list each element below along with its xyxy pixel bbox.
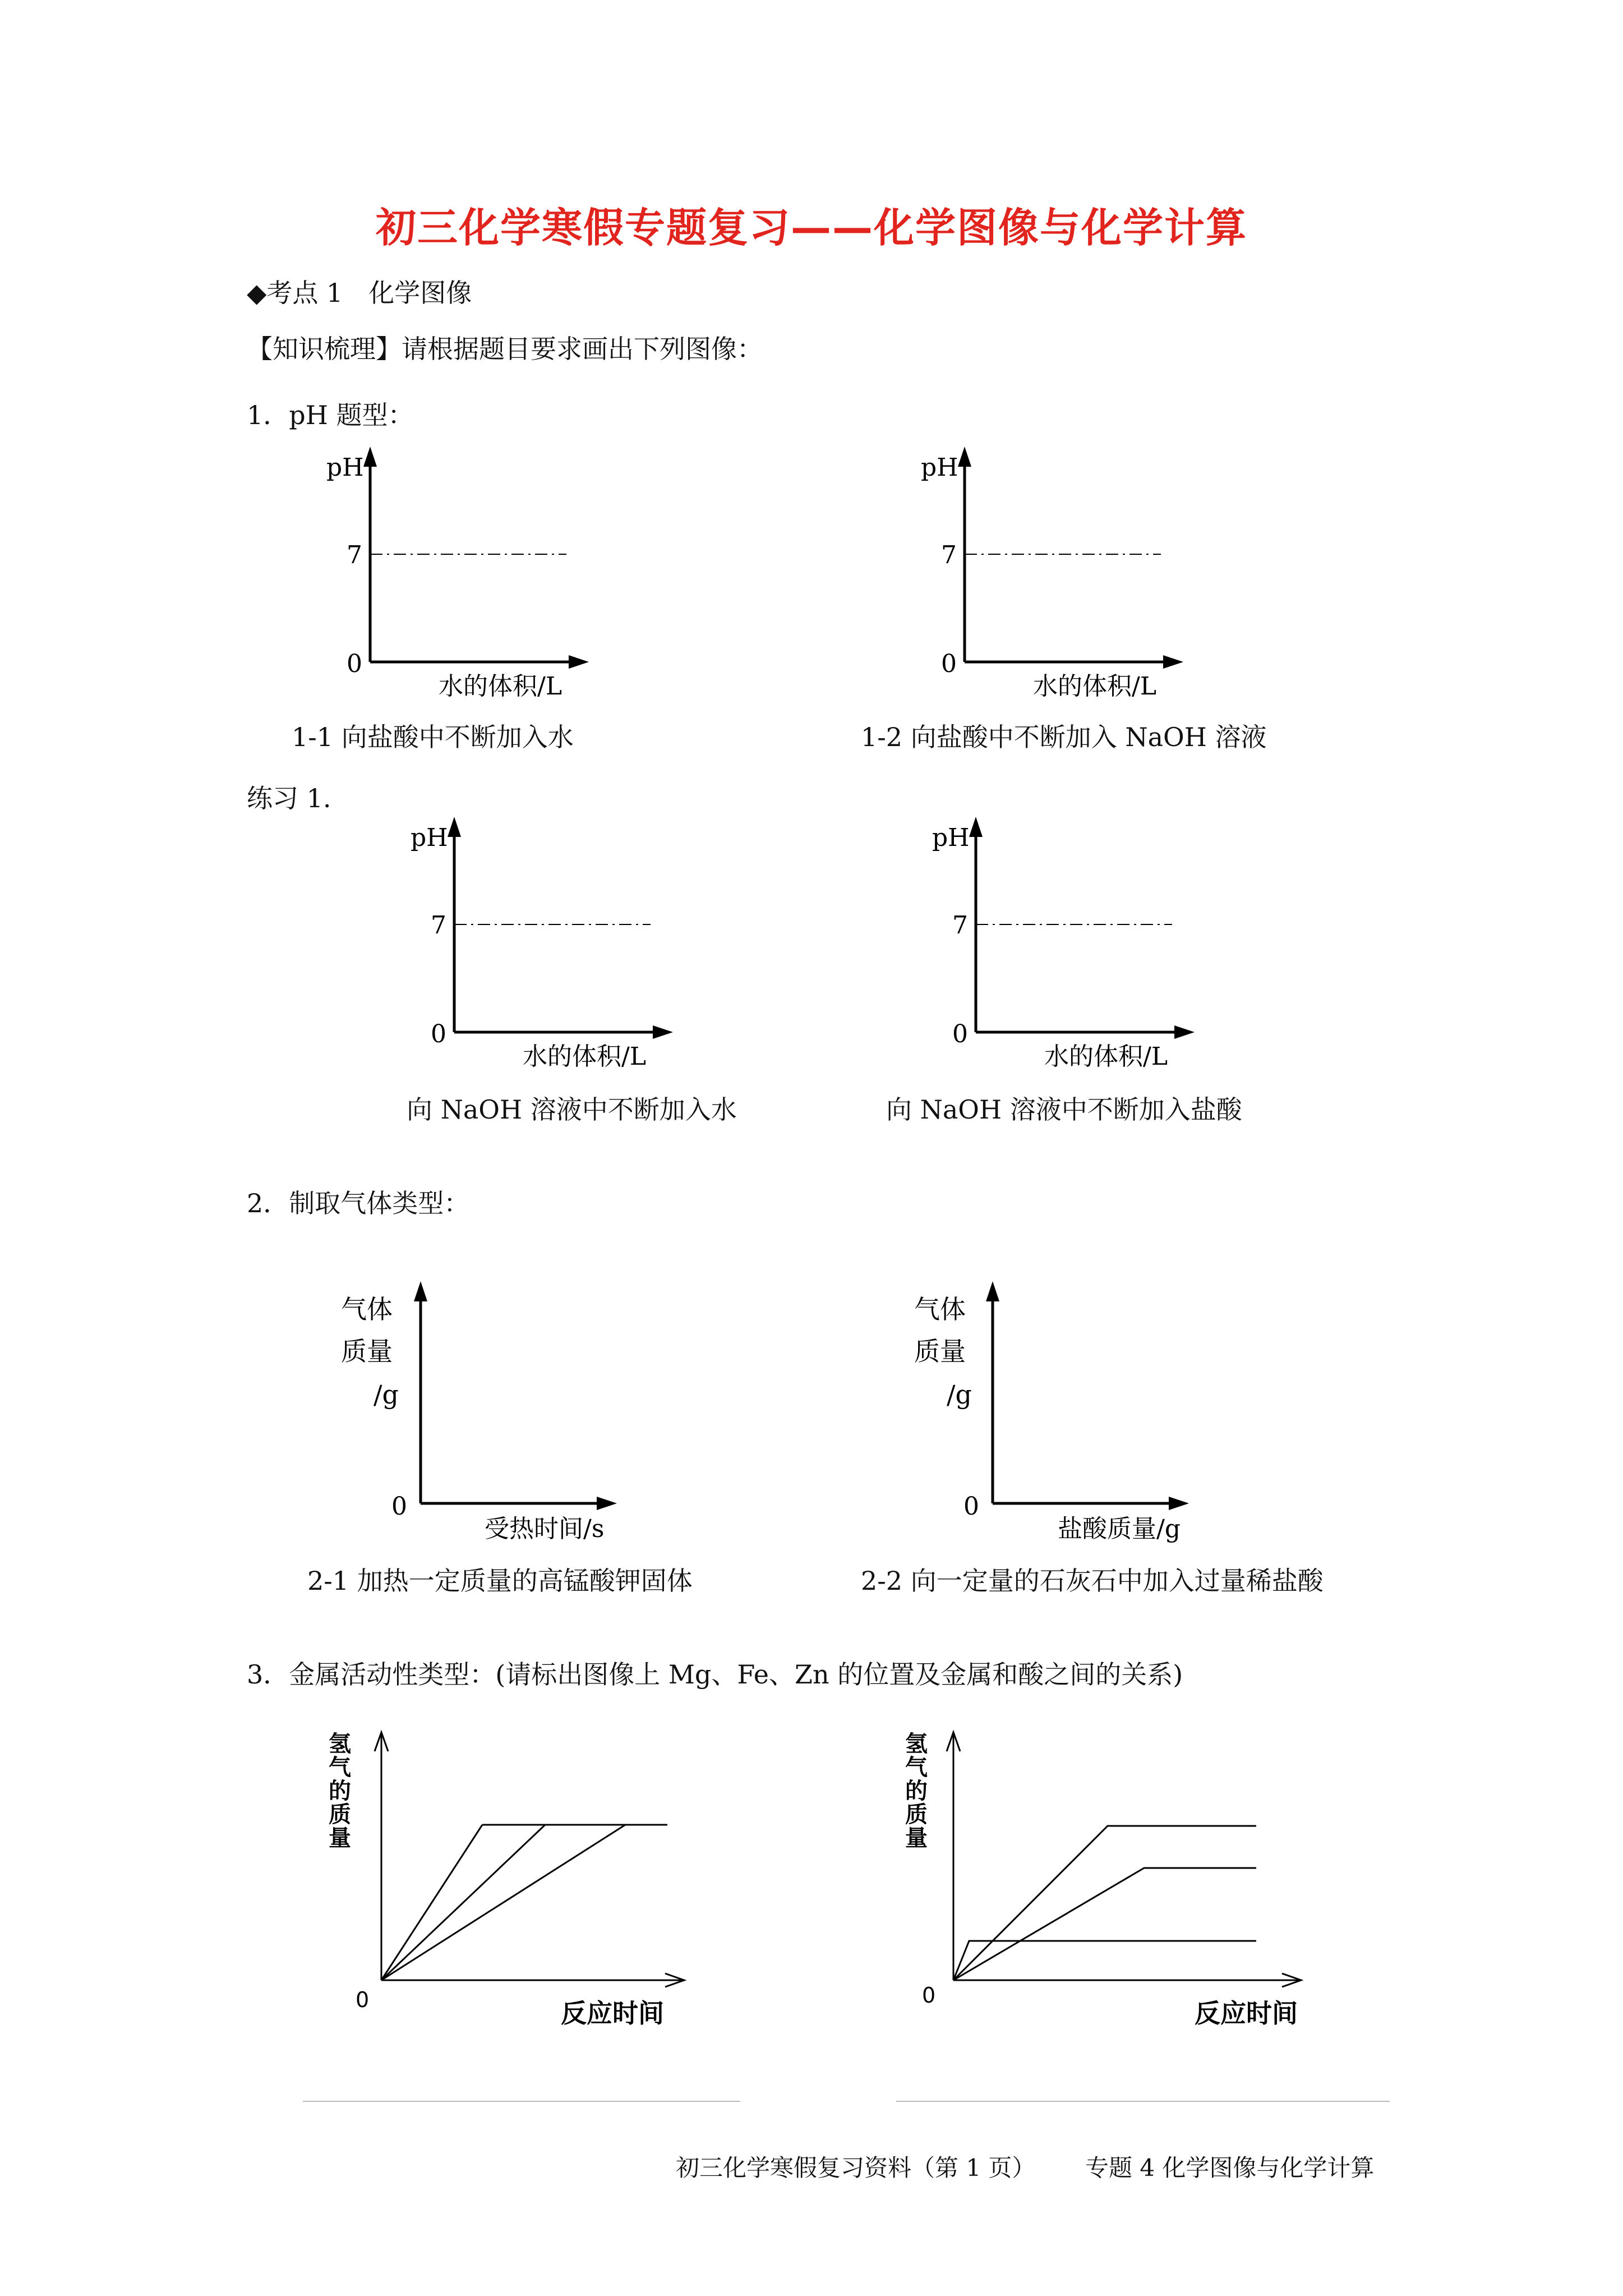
ph-practice-2-7: 7 <box>952 911 968 940</box>
gas-graph-2-1-ylabel-2: 质量 <box>341 1336 393 1366</box>
metal-graph-2-ylabel-1: 氢 <box>905 1731 928 1757</box>
metal-graph-1-line-3 <box>381 1825 625 1980</box>
metal-graph-1 <box>314 1711 707 2047</box>
gas-graph-2-1-origin: 0 <box>391 1492 407 1521</box>
ph-practice-2-ylabel: pH <box>932 823 970 852</box>
section-1-heading: 1．pH 题型： <box>247 400 414 430</box>
gas-caption-2-2: 2-2 向一定量的石灰石中加入过量稀盐酸 <box>861 1566 1324 1596</box>
metal-graph-2-line-1 <box>953 1826 1256 1980</box>
gas-graph-2-1-ylabel-3: /g <box>374 1379 399 1410</box>
ph-practice-1-7: 7 <box>431 911 446 940</box>
ph-practice-2-origin: 0 <box>952 1020 968 1048</box>
answer-line-1[interactable] <box>303 2101 740 2102</box>
gas-graph-2-2-ylabel-1: 气体 <box>914 1294 966 1324</box>
metal-graph-2 <box>897 1711 1298 2047</box>
metal-graph-1-ylabel-5: 量 <box>329 1825 351 1851</box>
metal-graph-2-ylabel-4: 质 <box>905 1802 928 1828</box>
metal-graph-1-line-1 <box>381 1825 482 1980</box>
knowledge-intro: 【知识梳理】请根据题目要求画出下列图像： <box>247 334 763 364</box>
ph-practice-1-origin: 0 <box>431 1020 446 1048</box>
ph-graph-1-2-ylabel: pH <box>921 453 958 482</box>
gas-graph-2-1 <box>336 1273 628 1554</box>
ph-practice-1-ylabel: pH <box>411 823 448 852</box>
gas-graph-2-1-xlabel: 受热时间/s <box>485 1515 605 1543</box>
metal-graph-2-line-2 <box>953 1868 1256 1980</box>
metal-graph-1-ylabel-2: 气 <box>329 1755 351 1780</box>
gas-graph-2-2 <box>909 1273 1200 1554</box>
metal-graph-1-ylabel-1: 氢 <box>329 1731 351 1757</box>
metal-graph-1-ylabel-3: 的 <box>329 1778 351 1804</box>
ph-graph-1-1 <box>314 443 606 712</box>
metal-graph-2-line-3 <box>953 1941 1256 1980</box>
gas-caption-2-1: 2-1 加热一定质量的高锰酸钾固体 <box>307 1566 693 1596</box>
ph-practice-1-xlabel: 水的体积/L <box>523 1042 647 1071</box>
ph-graph-1-2-origin: 0 <box>941 650 957 678</box>
metal-graph-2-xlabel: 反应时间 <box>1195 1998 1298 2028</box>
practice-heading: 练习 1. <box>247 783 331 813</box>
metal-graph-1-line-2 <box>381 1825 545 1980</box>
ph-caption-1-1: 1-1 向盐酸中不断加入水 <box>292 722 574 752</box>
section-2-heading: 2．制取气体类型： <box>247 1188 470 1218</box>
section-3-heading: 3．金属活动性类型：(请标出图像上 Mg、Fe、Zn 的位置及金属和酸之间的关系) <box>247 1659 1183 1690</box>
kaodian-heading: ◆考点 1 化学图像 <box>247 278 472 308</box>
ph-practice-graph-2 <box>920 813 1211 1083</box>
ph-graph-1-2 <box>909 443 1200 712</box>
ph-practice-caption-1: 向 NaOH 溶液中不断加入水 <box>407 1094 737 1125</box>
ph-graph-1-1-7: 7 <box>347 541 362 569</box>
ph-caption-1-2: 1-2 向盐酸中不断加入 NaOH 溶液 <box>861 722 1267 752</box>
metal-graph-2-ylabel-3: 的 <box>905 1778 928 1804</box>
gas-graph-2-2-origin: 0 <box>963 1492 979 1521</box>
ph-graph-1-2-xlabel: 水的体积/L <box>1033 672 1157 701</box>
ph-graph-1-1-ylabel: pH <box>326 453 364 482</box>
ph-practice-2-xlabel: 水的体积/L <box>1044 1042 1168 1071</box>
metal-graph-1-xlabel: 反应时间 <box>561 1998 664 2028</box>
answer-line-2[interactable] <box>896 2101 1390 2102</box>
ph-graph-1-1-origin: 0 <box>347 650 362 678</box>
page-title: 初三化学寒假专题复习——化学图像与化学计算 <box>375 204 1247 251</box>
ph-graph-1-1-xlabel: 水的体积/L <box>439 672 562 701</box>
ph-practice-caption-2: 向 NaOH 溶液中不断加入盐酸 <box>886 1094 1242 1125</box>
gas-graph-2-1-ylabel-1: 气体 <box>341 1294 393 1324</box>
footer-right: 专题 4 化学图像与化学计算 <box>1085 2154 1375 2182</box>
metal-graph-2-ylabel-5: 量 <box>905 1825 928 1851</box>
metal-graph-2-ylabel-2: 气 <box>905 1755 928 1780</box>
metal-graph-2-origin: 0 <box>922 1983 936 2008</box>
gas-graph-2-2-ylabel-3: /g <box>947 1379 972 1410</box>
gas-graph-2-2-xlabel: 盐酸质量/g <box>1058 1515 1181 1543</box>
footer-left: 初三化学寒假复习资料（第 1 页） <box>676 2154 1036 2182</box>
ph-practice-graph-1 <box>398 813 690 1083</box>
metal-graph-1-ylabel-4: 质 <box>329 1802 351 1828</box>
ph-graph-1-2-7: 7 <box>941 541 957 569</box>
gas-graph-2-2-ylabel-2: 质量 <box>914 1336 966 1366</box>
metal-graph-1-origin: 0 <box>356 1987 370 2012</box>
